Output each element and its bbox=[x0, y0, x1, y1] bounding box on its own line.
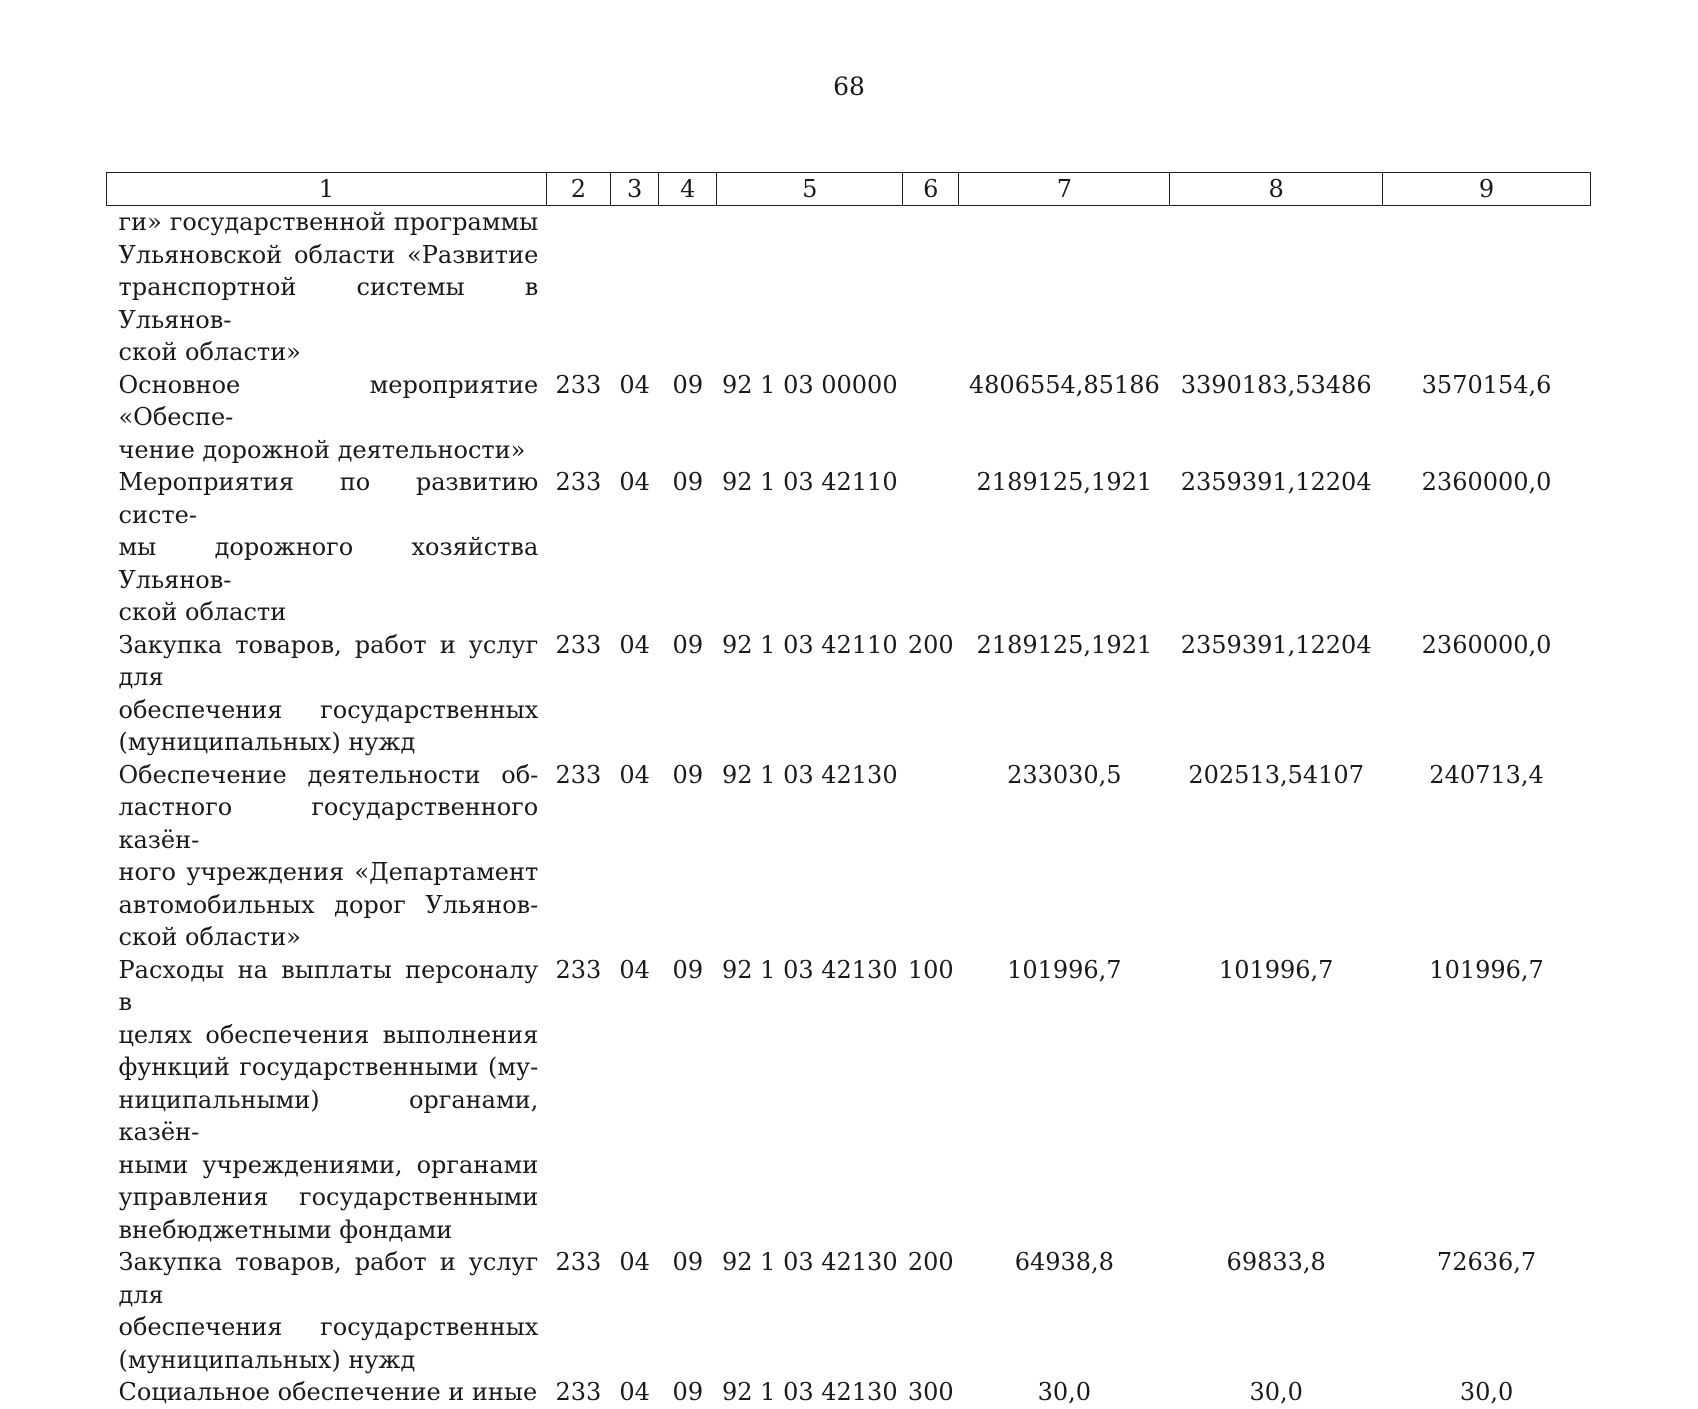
code-ministry: 233 bbox=[555, 760, 602, 789]
amount-col7: 30,0 bbox=[1037, 1378, 1092, 1406]
code-subsection: 09 bbox=[672, 468, 704, 496]
description-line: ниципальными) органами, казён- bbox=[118, 1085, 539, 1146]
table-row bbox=[107, 759, 1591, 954]
description-line: Закупка товаров, работ и услуг для bbox=[118, 1248, 539, 1309]
table-row bbox=[107, 206, 1591, 369]
code-target-article: 92 1 03 42110 bbox=[722, 630, 898, 659]
code-subsection: 09 bbox=[672, 630, 704, 659]
description-line: Закупка товаров, работ и услуг для bbox=[118, 630, 539, 691]
amount-col7: 101996,7 bbox=[1007, 955, 1122, 984]
description-line: автомобильных дорог Ульянов- bbox=[118, 890, 539, 919]
header-cell: 7 bbox=[959, 173, 1170, 206]
code-target-article: 92 1 03 42130 bbox=[722, 1248, 898, 1276]
table-row bbox=[107, 1246, 1591, 1376]
header-cell: 5 bbox=[717, 173, 903, 206]
description-line: ного учреждения «Департамент bbox=[118, 858, 539, 886]
code-ministry: 233 bbox=[555, 1378, 602, 1406]
code-section: 04 bbox=[619, 1378, 650, 1406]
code-section: 04 bbox=[619, 370, 650, 399]
row-description bbox=[107, 759, 547, 954]
amount-col8: 202513,54107 bbox=[1188, 760, 1364, 789]
code-ministry: 233 bbox=[555, 468, 602, 496]
description-line: Обеспечение деятельности об- bbox=[118, 760, 539, 789]
row-description bbox=[107, 466, 547, 629]
code-expense-type bbox=[903, 759, 959, 954]
amount-col9: 2360000,0 bbox=[1421, 630, 1552, 659]
budget-table bbox=[106, 172, 1591, 1409]
row-description bbox=[107, 369, 547, 467]
description-line: функций государственными (му- bbox=[118, 1053, 539, 1081]
code-expense-type: 100 bbox=[907, 955, 954, 984]
code-subsection: 09 bbox=[672, 370, 704, 399]
description-line: Ульяновской области «Развитие bbox=[118, 240, 539, 269]
description-line: ластного государственного казён- bbox=[118, 793, 539, 854]
header-cell: 3 bbox=[611, 173, 659, 206]
header-cell: 1 bbox=[107, 173, 547, 206]
amount-col8: 3390183,53486 bbox=[1180, 370, 1372, 399]
description-line: транспортной системы в Ульянов- bbox=[118, 273, 539, 334]
code-target-article: 92 1 03 42110 bbox=[722, 468, 898, 496]
row-description bbox=[107, 629, 547, 759]
table-row bbox=[107, 1376, 1591, 1409]
code-expense-type bbox=[903, 206, 959, 369]
code-ministry: 233 bbox=[555, 955, 602, 984]
code-section: 04 bbox=[619, 760, 650, 789]
amount-col8: 2359391,12204 bbox=[1180, 468, 1372, 496]
description-line: обеспечения государственных bbox=[118, 695, 539, 724]
description-line: Мероприятия по развитию систе- bbox=[118, 468, 539, 529]
code-target-article: 92 1 03 00000 bbox=[722, 370, 898, 399]
amount-col8: 30,0 bbox=[1249, 1378, 1303, 1406]
code-target-article: 92 1 03 42130 bbox=[722, 760, 898, 789]
row-description bbox=[107, 206, 547, 369]
description-line: целях обеспечения выполнения bbox=[118, 1020, 539, 1049]
header-cell: 2 bbox=[546, 173, 610, 206]
header-cell: 4 bbox=[659, 173, 717, 206]
amount-col7: 4806554,85186 bbox=[968, 370, 1160, 399]
amount-col7 bbox=[959, 206, 1170, 369]
table-row bbox=[107, 954, 1591, 1247]
row-description bbox=[107, 1246, 547, 1376]
code-subsection bbox=[659, 206, 717, 369]
code-target-article bbox=[717, 206, 903, 369]
description-line: Расходы на выплаты персоналу в bbox=[118, 955, 539, 1016]
description-line: (муниципальных) нужд bbox=[118, 728, 416, 756]
description-line: (муниципальных) нужд bbox=[118, 1345, 416, 1374]
code-expense-type: 200 bbox=[907, 630, 954, 659]
code-section: 04 bbox=[619, 1248, 650, 1276]
code-section: 04 bbox=[619, 468, 650, 496]
code-subsection: 09 bbox=[672, 760, 704, 789]
code-section: 04 bbox=[619, 630, 650, 659]
header-cell: 6 bbox=[903, 173, 959, 206]
row-description bbox=[107, 1376, 547, 1409]
page-number: 68 bbox=[833, 72, 865, 101]
description-line: Социальное обеспечение и иные bbox=[118, 1378, 538, 1406]
amount-col8: 2359391,12204 bbox=[1180, 630, 1372, 659]
amount-col7: 2189125,1921 bbox=[976, 630, 1153, 659]
amount-col8: 69833,8 bbox=[1226, 1248, 1326, 1276]
description-line: внебюджетными фондами bbox=[118, 1215, 453, 1244]
amount-col9: 30,0 bbox=[1459, 1378, 1514, 1406]
code-expense-type: 200 bbox=[907, 1248, 954, 1276]
header-cell: 9 bbox=[1383, 173, 1591, 206]
code-subsection: 09 bbox=[672, 1248, 704, 1276]
code-target-article: 92 1 03 42130 bbox=[722, 955, 898, 984]
code-expense-type bbox=[903, 369, 959, 467]
table-row bbox=[107, 466, 1591, 629]
code-section: 04 bbox=[619, 955, 650, 984]
table-row bbox=[107, 369, 1591, 467]
amount-col7: 64938,8 bbox=[1014, 1248, 1114, 1276]
description-line: ги» государственной программы bbox=[118, 208, 539, 236]
description-line: обеспечения государственных bbox=[118, 1313, 539, 1341]
row-description bbox=[107, 954, 547, 1247]
amount-col9: 72636,7 bbox=[1436, 1248, 1537, 1276]
description-line: чение дорожной деятельности» bbox=[118, 435, 526, 464]
amount-col9: 240713,4 bbox=[1429, 760, 1544, 789]
code-section bbox=[611, 206, 659, 369]
code-target-article: 92 1 03 42130 bbox=[722, 1378, 898, 1406]
code-ministry: 233 bbox=[555, 630, 602, 659]
amount-col9: 3570154,6 bbox=[1421, 370, 1552, 399]
description-line: ской области» bbox=[118, 923, 301, 951]
description-line: ными учреждениями, органами bbox=[118, 1150, 539, 1179]
amount-col7: 233030,5 bbox=[1007, 760, 1122, 789]
code-expense-type bbox=[903, 466, 959, 629]
amount-col8: 101996,7 bbox=[1218, 955, 1334, 984]
amount-col8 bbox=[1170, 206, 1383, 369]
code-ministry: 233 bbox=[555, 1248, 602, 1276]
description-line: ской области bbox=[118, 598, 287, 626]
amount-col9: 101996,7 bbox=[1429, 955, 1544, 984]
amount-col7: 2189125,1921 bbox=[976, 468, 1153, 496]
description-line: управления государственными bbox=[118, 1183, 539, 1211]
table-row bbox=[107, 629, 1591, 759]
amount-col9: 2360000,0 bbox=[1421, 468, 1552, 496]
code-expense-type: 300 bbox=[907, 1378, 954, 1406]
code-ministry: 233 bbox=[555, 370, 602, 399]
description-line: ской области» bbox=[118, 338, 301, 366]
code-subsection: 09 bbox=[672, 955, 704, 984]
table-body bbox=[107, 206, 1591, 1409]
code-ministry bbox=[546, 206, 610, 369]
code-subsection: 09 bbox=[672, 1378, 704, 1406]
header-cell: 8 bbox=[1170, 173, 1383, 206]
description-line: Основное мероприятие «Обеспе- bbox=[118, 370, 539, 431]
header-row bbox=[107, 173, 1591, 206]
table-header bbox=[107, 173, 1591, 206]
amount-col9 bbox=[1383, 206, 1591, 369]
description-line: мы дорожного хозяйства Ульянов- bbox=[118, 533, 539, 594]
